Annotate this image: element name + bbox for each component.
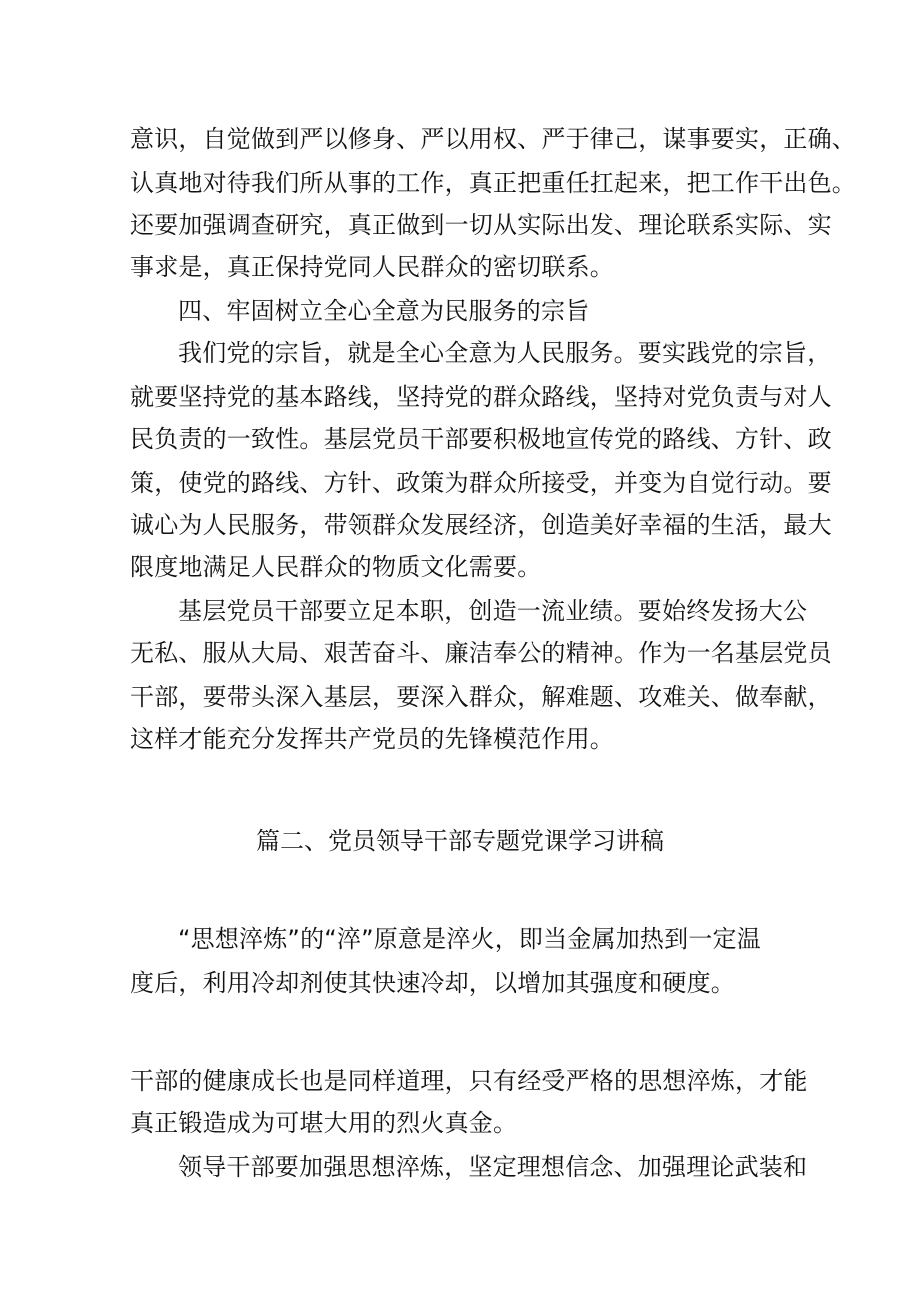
text-line: 度后，利用冷却剂使其快速冷却，以增加其强度和硬度。 bbox=[130, 969, 735, 997]
text-line: 领导干部要加强思想淬炼，坚定理想信念、加强理论武装和 bbox=[178, 1153, 808, 1181]
chapter-title: 篇二、党员领导干部专题党课学习讲稿 bbox=[256, 827, 664, 855]
text-line: 真正锻造成为可堪大用的烈火真金。 bbox=[130, 1109, 518, 1137]
text-line: 我们党的宗旨，就是全心全意为人民服务。要实践党的宗旨， bbox=[178, 339, 832, 367]
text-line: 还要加强调查研究，真正做到一切从实际出发、理论联系实际、实 bbox=[130, 211, 832, 239]
text-line: 限度地满足人民群众的物质文化需要。 bbox=[130, 553, 542, 581]
text-line: 民负责的一致性。基层党员干部要积极地宣传党的路线、方针、政 bbox=[130, 425, 832, 453]
text-line: 诚心为人民服务，带领群众发展经济，创造美好幸福的生活，最大 bbox=[130, 511, 832, 539]
text-line: 事求是，真正保持党同人民群众的密切联系。 bbox=[130, 253, 614, 281]
text-line: 基层党员干部要立足本职，创造一流业绩。要始终发扬大公 bbox=[178, 597, 808, 625]
section-heading: 四、牢固树立全心全意为民服务的宗旨 bbox=[178, 297, 590, 325]
text-line: 干部，要带头深入基层，要深入群众，解难题、攻难关、做奉献， bbox=[130, 683, 832, 711]
text-line: 干部的健康成长也是同样道理，只有经受严格的思想淬炼，才能 bbox=[130, 1067, 808, 1095]
text-line: 无私、服从大局、艰苦奋斗、廉洁奉公的精神。作为一名基层党员 bbox=[130, 639, 832, 667]
text-line: 意识，自觉做到严以修身、严以用权、严于律己，谋事要实，正确、 bbox=[130, 125, 856, 153]
text-line: 策，使党的路线、方针、政策为群众所接受，并变为自觉行动。要 bbox=[130, 469, 832, 497]
text-line: 就要坚持党的基本路线，坚持党的群众路线，坚持对党负责与对人 bbox=[130, 383, 832, 411]
text-line: 认真地对待我们所从事的工作，真正把重任扛起来，把工作干出色。 bbox=[130, 169, 856, 197]
text-line: “思想淬炼”的“淬”原意是淬火，即当金属加热到一定温 bbox=[178, 925, 761, 953]
text-line: 这样才能充分发挥共产党员的先锋模范作用。 bbox=[130, 725, 614, 753]
